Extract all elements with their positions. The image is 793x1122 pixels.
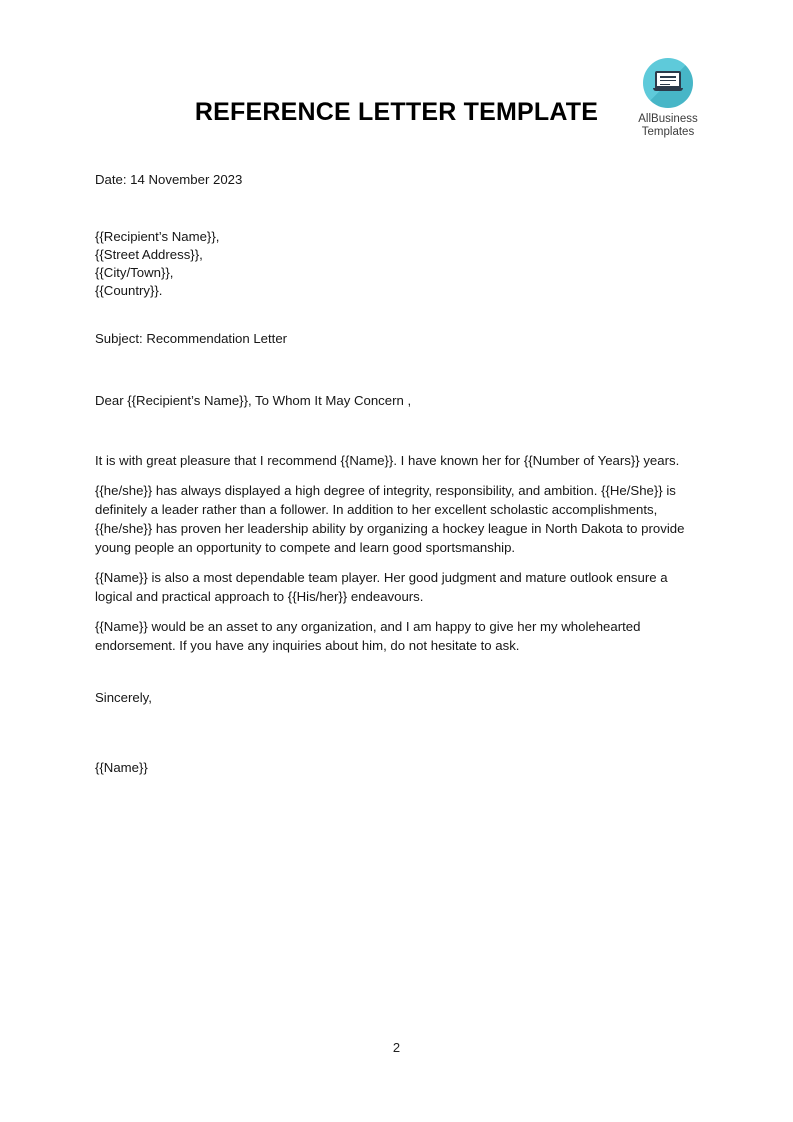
address-line: {{Country}}. [95,283,163,298]
body-paragraph: {{Name}} would be an asset to any organization, and I am happy to give her my wholehearted endorsement. If you have any inquiries about him, do not hesitate to ask. [95,619,641,653]
document-line [660,80,676,82]
laptop-document-icon [653,71,683,91]
document-line [660,84,670,86]
signature-line: {{Name}} [95,760,148,775]
page-number: 2 [392,1040,401,1055]
body-paragraph: It is with great pleasure that I recommend {{Name}}. I have known her for {{Number of Years}} years. [95,453,680,468]
laptop-base [653,88,683,91]
recipient-address-block [95,228,697,300]
closing-line: Sincerely, [95,690,152,705]
address-line: {{City/Town}}, [95,265,174,280]
logo-caption-line-2: Templates [641,126,695,138]
salutation-line: Dear {{Recipient’s Name}}, To Whom It May Concern , [95,393,412,408]
date-line: Date: 14 November 2023 [95,172,243,187]
subject-line: Subject: Recommendation Letter [95,331,288,346]
document-line [660,76,676,78]
laptop-screen [655,71,681,88]
address-line: {{Recipient’s Name}}, [95,229,220,244]
letter-body [95,170,697,777]
page-title: REFERENCE LETTER TEMPLATE [194,98,599,126]
address-line: {{Street Address}}, [95,247,203,262]
logo-caption-line-1: AllBusiness [638,113,698,125]
body-paragraph: {{Name}} is also a most dependable team player. Her good judgment and mature outlook ensure a logical and practical approach to {{His/her}} endeavours. [95,570,668,604]
body-paragraph: {{he/she}} has always displayed a high degree of integrity, responsibility, and ambition. {{He/She}} is definitely a leader rather than a follower. In addition to her excellent scholastic accomplishments, {{he/she}} has proven her leadership ability by organizing a hockey league in North Dakota to provide young people an opportunity to compete and learn good sportsmanship. [95,483,685,555]
